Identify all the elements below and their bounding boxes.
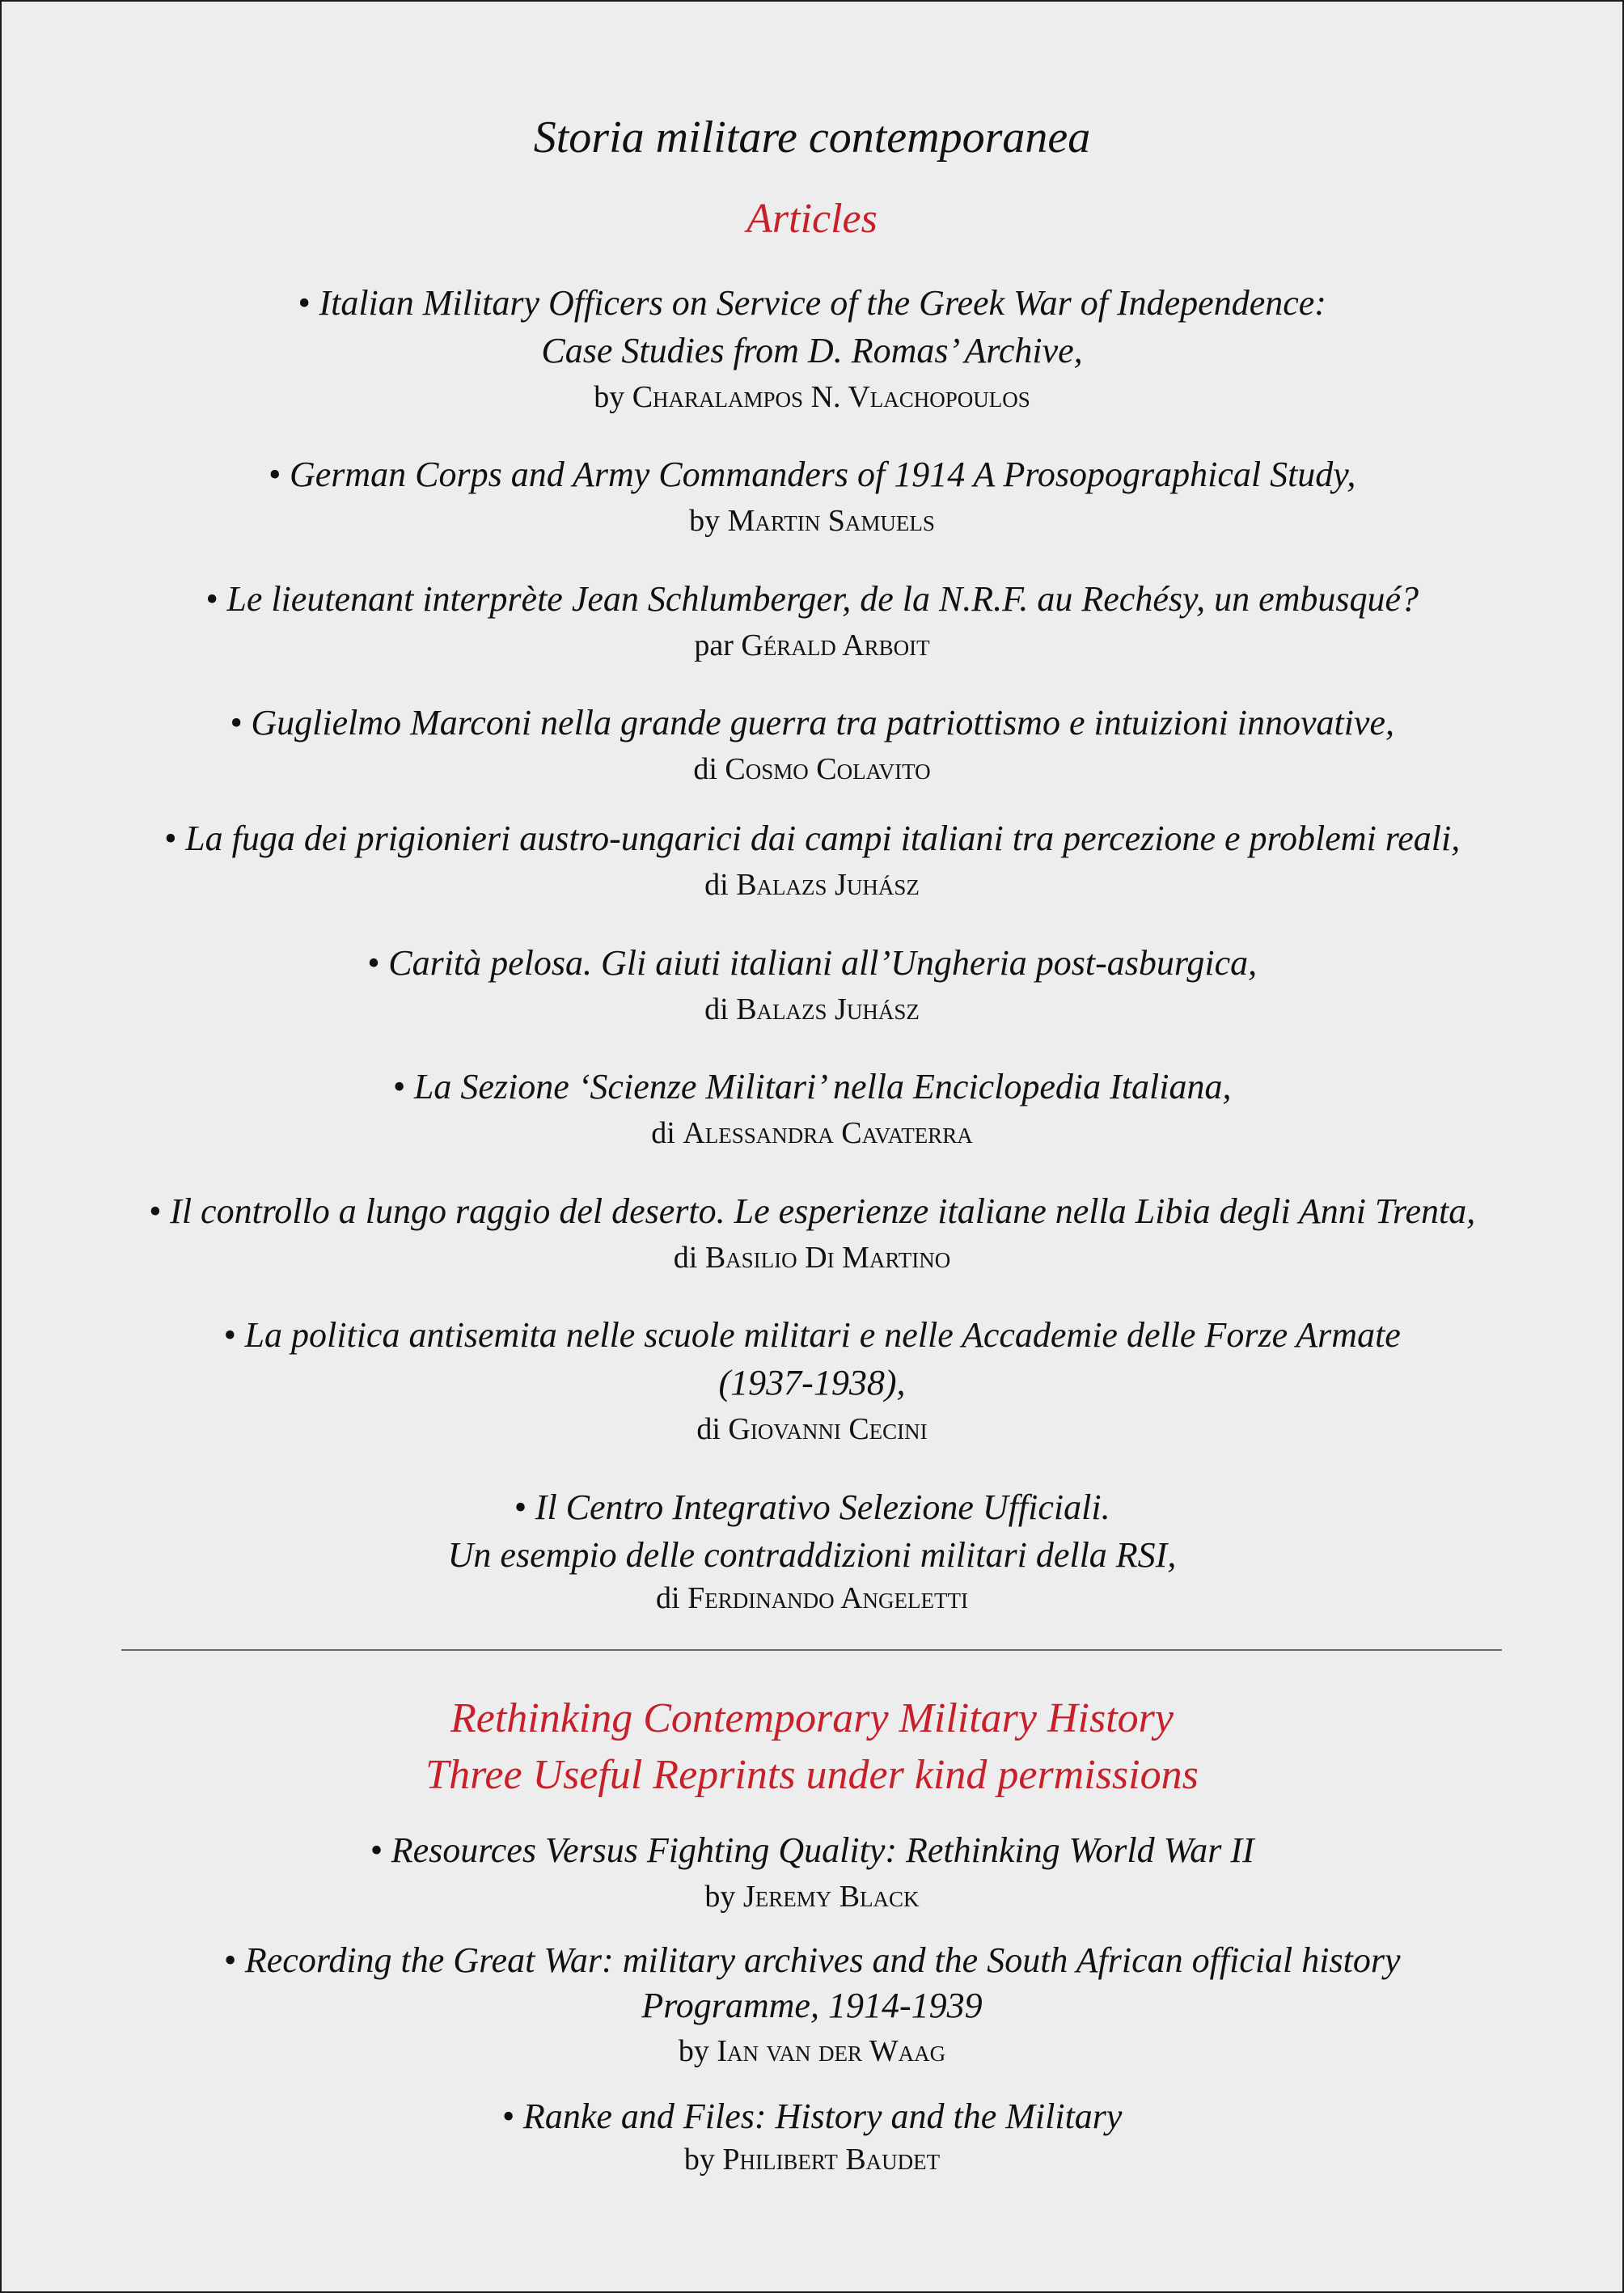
journal-title: Storia militare contemporanea	[533, 112, 1091, 163]
article-title: • Il Centro Integrativo Selezione Ufficiali.	[514, 1487, 1110, 1527]
article-author: Basilio Di Martino	[704, 1241, 951, 1275]
article-byline	[81, 987, 1543, 1032]
article-entry	[81, 699, 1543, 792]
byline-prefix: di	[696, 1412, 729, 1446]
reprint-byline	[81, 2029, 1543, 2074]
article-author: Balazs Juhász	[736, 992, 920, 1026]
article-entry	[81, 1187, 1543, 1280]
reprint-author: Ian van der Waag	[717, 2034, 946, 2068]
article-title: • Il controllo a lungo raggio del deserto. Le esperienze italiane nella Libia degli Anni Trenta,	[148, 1191, 1476, 1231]
reprint-byline	[81, 1874, 1543, 1919]
byline-prefix: by	[683, 2143, 723, 2177]
article-author: Giovanni Cecini	[728, 1412, 928, 1446]
reprint-title: • Ranke and Files: History and the Military	[501, 2096, 1123, 2136]
article-title-continued: Case Studies from D. Romas’ Archive,	[541, 331, 1083, 370]
article-author: Alessandra Cavaterra	[683, 1116, 973, 1150]
reprint-entry	[81, 1826, 1543, 1919]
article-byline	[81, 1235, 1543, 1280]
reprints-heading: Rethinking Contemporary Military History	[450, 1695, 1174, 1741]
article-byline	[81, 747, 1543, 792]
byline-prefix: di	[704, 868, 737, 902]
reprint-author: Philibert Baudet	[722, 2143, 941, 2177]
article-entry	[81, 451, 1543, 544]
article-entry	[81, 1483, 1543, 1618]
byline-prefix: by	[678, 2034, 717, 2068]
article-title: • Italian Military Officers on Service of the Greek War of Independence:	[298, 283, 1326, 323]
article-entry	[81, 575, 1543, 668]
reprint-title-continued: Programme, 1914-1939	[641, 1986, 983, 2025]
byline-prefix: di	[693, 752, 725, 786]
article-author: Gérald Arboit	[741, 628, 930, 662]
article-title: • Carità pelosa. Gli aiuti italiani all’Ungheria post-asburgica,	[366, 943, 1258, 983]
article-byline	[81, 1579, 1543, 1618]
article-title: • La Sezione ‘Scienze Militari’ nella Enciclopedia Italiana,	[392, 1067, 1232, 1106]
article-title-continued: (1937-1938),	[718, 1363, 906, 1402]
byline-prefix: by	[594, 380, 632, 414]
reprint-byline	[81, 2139, 1543, 2180]
article-author: Ferdinando Angeletti	[687, 1581, 968, 1615]
reprint-title: • Resources Versus Fighting Quality: Rethinking World War II	[370, 1830, 1254, 1870]
article-byline	[81, 623, 1543, 668]
article-title: • La fuga dei prigionieri austro-ungarici dai campi italiani tra percezione e problemi reali,	[163, 819, 1461, 858]
article-author: Martin Samuels	[727, 504, 935, 538]
section-divider	[121, 1649, 1502, 1651]
byline-prefix: di	[651, 1116, 683, 1150]
article-author: Balazs Juhász	[736, 868, 920, 902]
article-author: Charalampos N. Vlachopoulos	[632, 380, 1030, 414]
reprint-entry	[81, 1938, 1543, 2074]
article-title-continued: Un esempio delle contraddizioni militari della RSI,	[447, 1535, 1177, 1575]
byline-prefix: di	[656, 1581, 688, 1615]
article-author: Cosmo Colavito	[725, 752, 931, 786]
article-title: • Guglielmo Marconi nella grande guerra tra patriottismo e intuizioni innovative,	[230, 703, 1394, 742]
article-byline	[81, 1111, 1543, 1156]
article-entry	[81, 1063, 1543, 1156]
byline-prefix: par	[694, 628, 742, 662]
reprint-title: • Recording the Great War: military archives and the South African official history	[223, 1940, 1401, 1980]
byline-prefix: di	[704, 992, 737, 1026]
byline-prefix: by	[689, 504, 728, 538]
article-entry	[81, 1311, 1543, 1452]
article-title: • La politica antisemita nelle scuole militari e nelle Accademie delle Forze Armate	[223, 1315, 1401, 1355]
article-entry	[81, 279, 1543, 420]
article-entry	[81, 939, 1543, 1032]
article-title: • German Corps and Army Commanders of 1914 A Prosopographical Study,	[268, 455, 1356, 494]
articles-heading: Articles	[746, 196, 878, 242]
article-title: • Le lieutenant interprète Jean Schlumberger, de la N.R.F. au Rechésy, un embusqué?	[205, 579, 1419, 619]
article-byline	[81, 1407, 1543, 1452]
article-byline	[81, 374, 1543, 420]
byline-prefix: di	[673, 1241, 705, 1275]
reprint-author: Jeremy Black	[742, 1880, 920, 1914]
reprint-entry	[81, 2094, 1543, 2180]
article-byline	[81, 498, 1543, 544]
byline-prefix: by	[704, 1880, 743, 1914]
reprints-subheading: Three Useful Reprints under kind permissions	[425, 1752, 1199, 1798]
article-entry	[81, 814, 1543, 907]
article-byline	[81, 862, 1543, 907]
